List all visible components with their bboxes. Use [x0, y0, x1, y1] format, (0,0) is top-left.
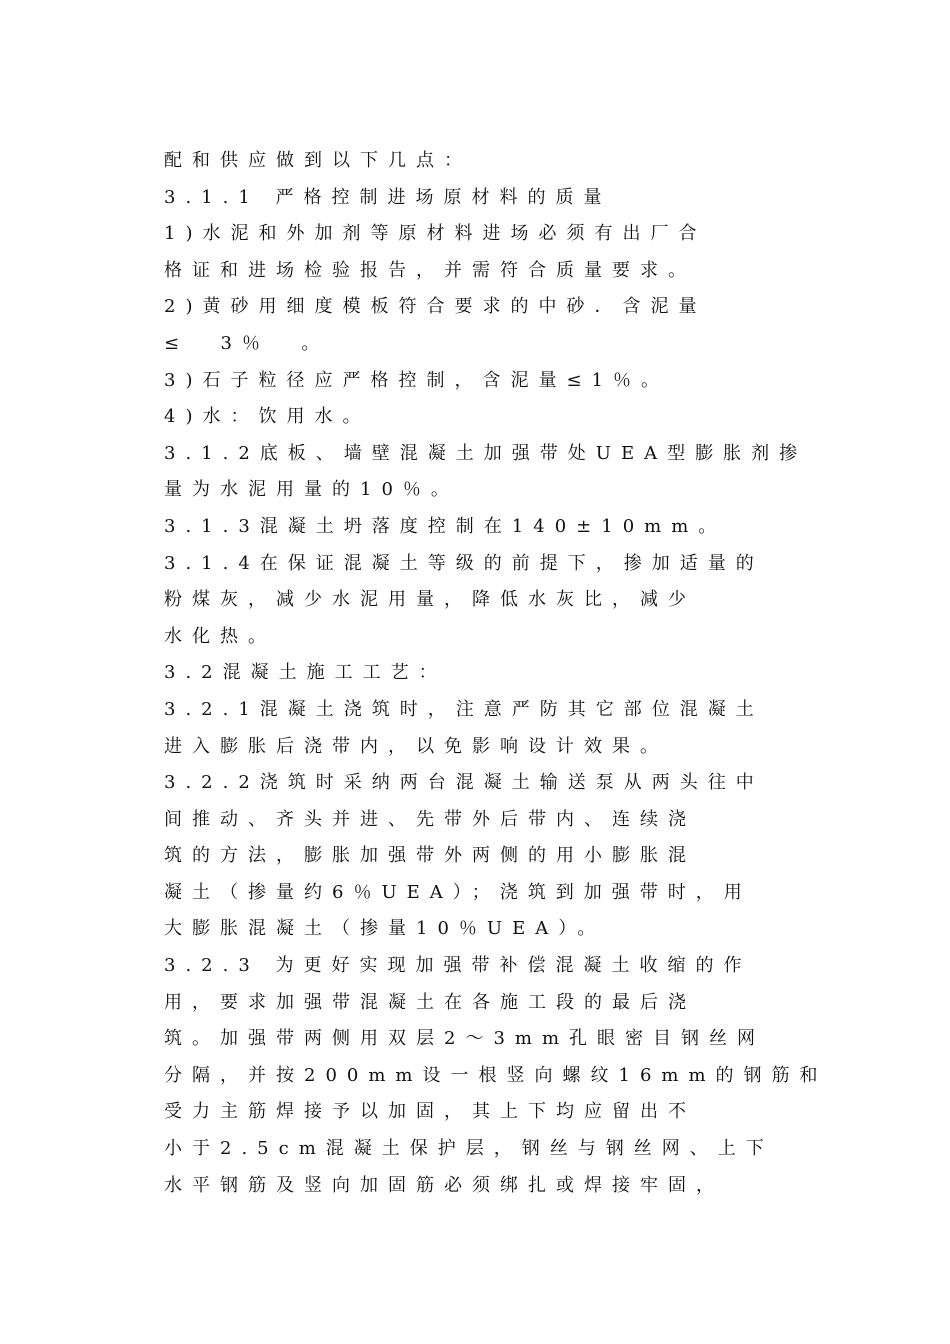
- text-line: 3.2.1混凝土浇筑时，注意严防其它部位混凝土: [164, 698, 764, 720]
- text-line: 水平钢筋及竖向加固筋必须绑扎或焊接牢固，: [164, 1174, 724, 1196]
- text-line: 水化热。: [164, 625, 276, 647]
- text-line: 格证和进场检验报告，并需符合质量要求。: [164, 259, 696, 281]
- text-line: 受力主筋焊接予以加固，其上下均应留出不: [164, 1101, 696, 1123]
- text-line: 配和供应做到以下几点：: [164, 150, 472, 171]
- text-line: ≤ 3％ 。: [164, 332, 330, 354]
- text-line: 3.1.2底板、墙壁混凝土加强带处UEA型膨胀剂掺: [164, 442, 808, 464]
- text-line: 进入膨胀后浇带内，以免影响设计效果。: [164, 735, 668, 757]
- text-line: 粉煤灰，减少水泥用量，降低水灰比，减少: [164, 589, 696, 611]
- text-line: 3.2.2浇筑时采纳两台混凝土输送泵从两头往中: [164, 772, 764, 794]
- text-line: 2)黄砂用细度模板符合要求的中砂．含泥量: [164, 296, 707, 318]
- text-line: 筑的方法，膨胀加强带外两侧的用小膨胀混: [164, 845, 696, 867]
- text-line: 1)水泥和外加剂等原材料进场必须有出厂合: [164, 223, 707, 245]
- text-line: 间推动、齐头并进、先带外后带内、连续浇: [164, 808, 696, 830]
- text-line: 4)水：饮用水。: [164, 406, 371, 428]
- document-body: [164, 143, 844, 1204]
- text-line: 3.1.4在保证混凝土等级的前提下，掺加适量的: [164, 552, 764, 574]
- text-line: 3.1.3混凝土坍落度控制在140±10mm。: [164, 515, 727, 537]
- section-heading: 3.1.1 严格控制进场原材料的质量: [164, 186, 612, 208]
- section-heading: 3.2混凝土施工工艺：: [164, 662, 447, 684]
- text-line: 量为水泥用量的10％。: [164, 479, 459, 501]
- text-line: 3.2.3 为更好实现加强带补偿混凝土收缩的作: [164, 955, 752, 977]
- text-line: 小于2.5cm混凝土保护层，钢丝与钢丝网、上下: [164, 1138, 774, 1160]
- text-line: 大膨胀混凝土（掺量10％UEA）。: [164, 918, 606, 940]
- text-line: 凝土（掺量约6％UEA）；浇筑到加强带时，用: [164, 881, 752, 903]
- text-line: 3)石子粒径应严格控制，含泥量≤1％。: [164, 369, 670, 391]
- text-line: 分隔，并按200mm设一根竖向螺纹16mm的钢筋和: [164, 1064, 828, 1086]
- text-line: 筑。加强带两侧用双层2～3mm孔眼密目钢丝网: [164, 1028, 766, 1050]
- text-line: 用，要求加强带混凝土在各施工段的最后浇: [164, 991, 696, 1013]
